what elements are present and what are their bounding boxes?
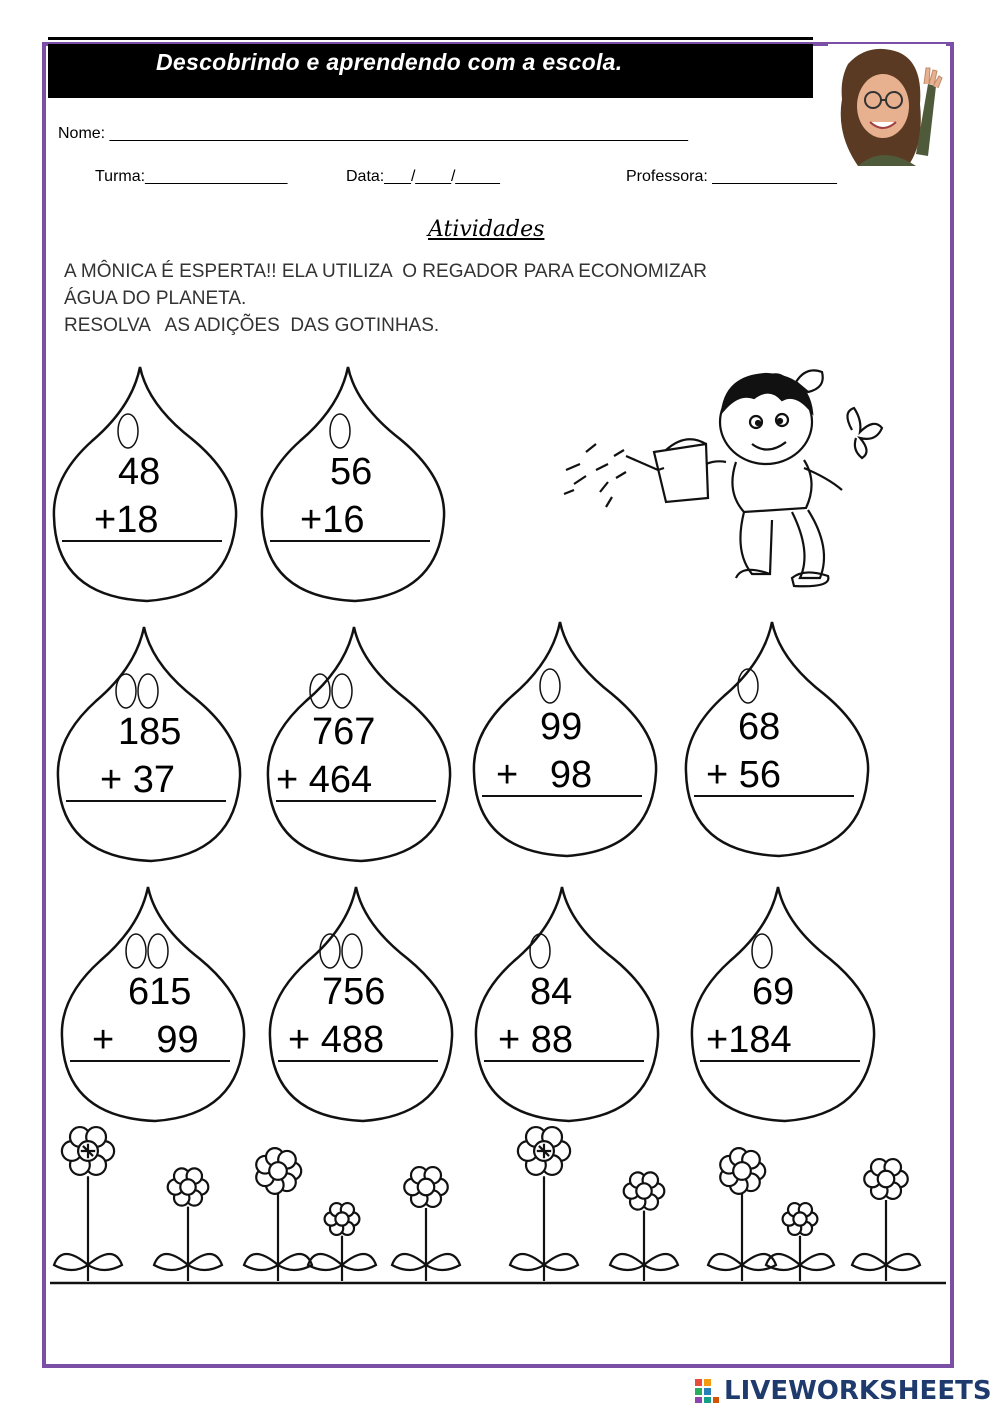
addend-bottom: + 88: [498, 1019, 574, 1061]
addend-top: 68: [738, 706, 781, 748]
flower-icon: [308, 1203, 376, 1281]
name-field[interactable]: Nome: _________________________________________________________________: [58, 125, 688, 142]
teacher-field[interactable]: Professora: ______________: [626, 168, 837, 185]
addend-bottom: +16: [300, 499, 365, 541]
addend-bottom: + 56: [706, 754, 782, 796]
instruction-line: RESOLVA AS ADIÇÕES DAS GOTINHAS.: [64, 315, 440, 336]
instruction-line: A MÔNICA É ESPERTA!! ELA UTILIZA O REGADOR PARA ECONOMIZAR: [64, 261, 707, 282]
addend-bottom: + 488: [288, 1019, 385, 1061]
answer-field[interactable]: [298, 1067, 418, 1107]
flower-icon: [154, 1168, 222, 1281]
answer-field[interactable]: [86, 807, 206, 847]
addend-top: 48: [118, 451, 161, 493]
answer-field[interactable]: [504, 1067, 624, 1107]
addend-top: 767: [312, 711, 376, 753]
answer-field[interactable]: [90, 1067, 210, 1107]
addend-top: 56: [330, 451, 373, 493]
addend-bottom: + 464: [276, 759, 373, 801]
addend-bottom: + 37: [100, 759, 176, 801]
answer-field[interactable]: [82, 547, 202, 587]
liveworksheets-icon: [694, 1378, 720, 1404]
flower-icon: [610, 1172, 678, 1281]
addend-top: 185: [118, 711, 182, 753]
top-rule: [48, 37, 813, 40]
teacher-avatar: [828, 44, 946, 170]
addend-top: 756: [322, 971, 386, 1013]
answer-field[interactable]: [502, 802, 622, 842]
addend-top: 84: [530, 971, 573, 1013]
flower-icon: [392, 1167, 460, 1281]
instructions: [64, 258, 707, 339]
flower-icon: [510, 1127, 578, 1281]
answer-field[interactable]: [296, 807, 416, 847]
date-field[interactable]: Data:___/____/_____: [346, 168, 500, 185]
flower-icon: [244, 1148, 312, 1281]
class-field[interactable]: Turma:________________: [95, 168, 288, 185]
addend-bottom: + 98: [496, 754, 593, 796]
liveworksheets-logo: [694, 1376, 992, 1406]
addend-bottom: + 99: [92, 1019, 199, 1061]
header-bar: [48, 44, 813, 98]
header-title: Descobrindo e aprendendo com a escola.: [156, 49, 623, 75]
section-title: Atividades: [428, 217, 545, 242]
instruction-line: ÁGUA DO PLANETA.: [64, 288, 247, 309]
flower-icon: [852, 1159, 920, 1281]
addend-top: 69: [752, 971, 795, 1013]
addend-top: 615: [128, 971, 192, 1013]
addend-bottom: +18: [94, 499, 159, 541]
flower-border: [48, 1115, 948, 1295]
liveworksheets-text: LIVEWORKSHEETS: [724, 1376, 992, 1406]
addend-bottom: +184: [706, 1019, 792, 1061]
flower-icon: [54, 1127, 122, 1281]
monica-watering-illustration: [556, 352, 896, 592]
flower-icon: [708, 1148, 776, 1281]
answer-field[interactable]: [714, 802, 834, 842]
addend-top: 99: [540, 706, 583, 748]
answer-field[interactable]: [290, 547, 410, 587]
flower-icon: [766, 1203, 834, 1281]
answer-field[interactable]: [720, 1067, 840, 1107]
